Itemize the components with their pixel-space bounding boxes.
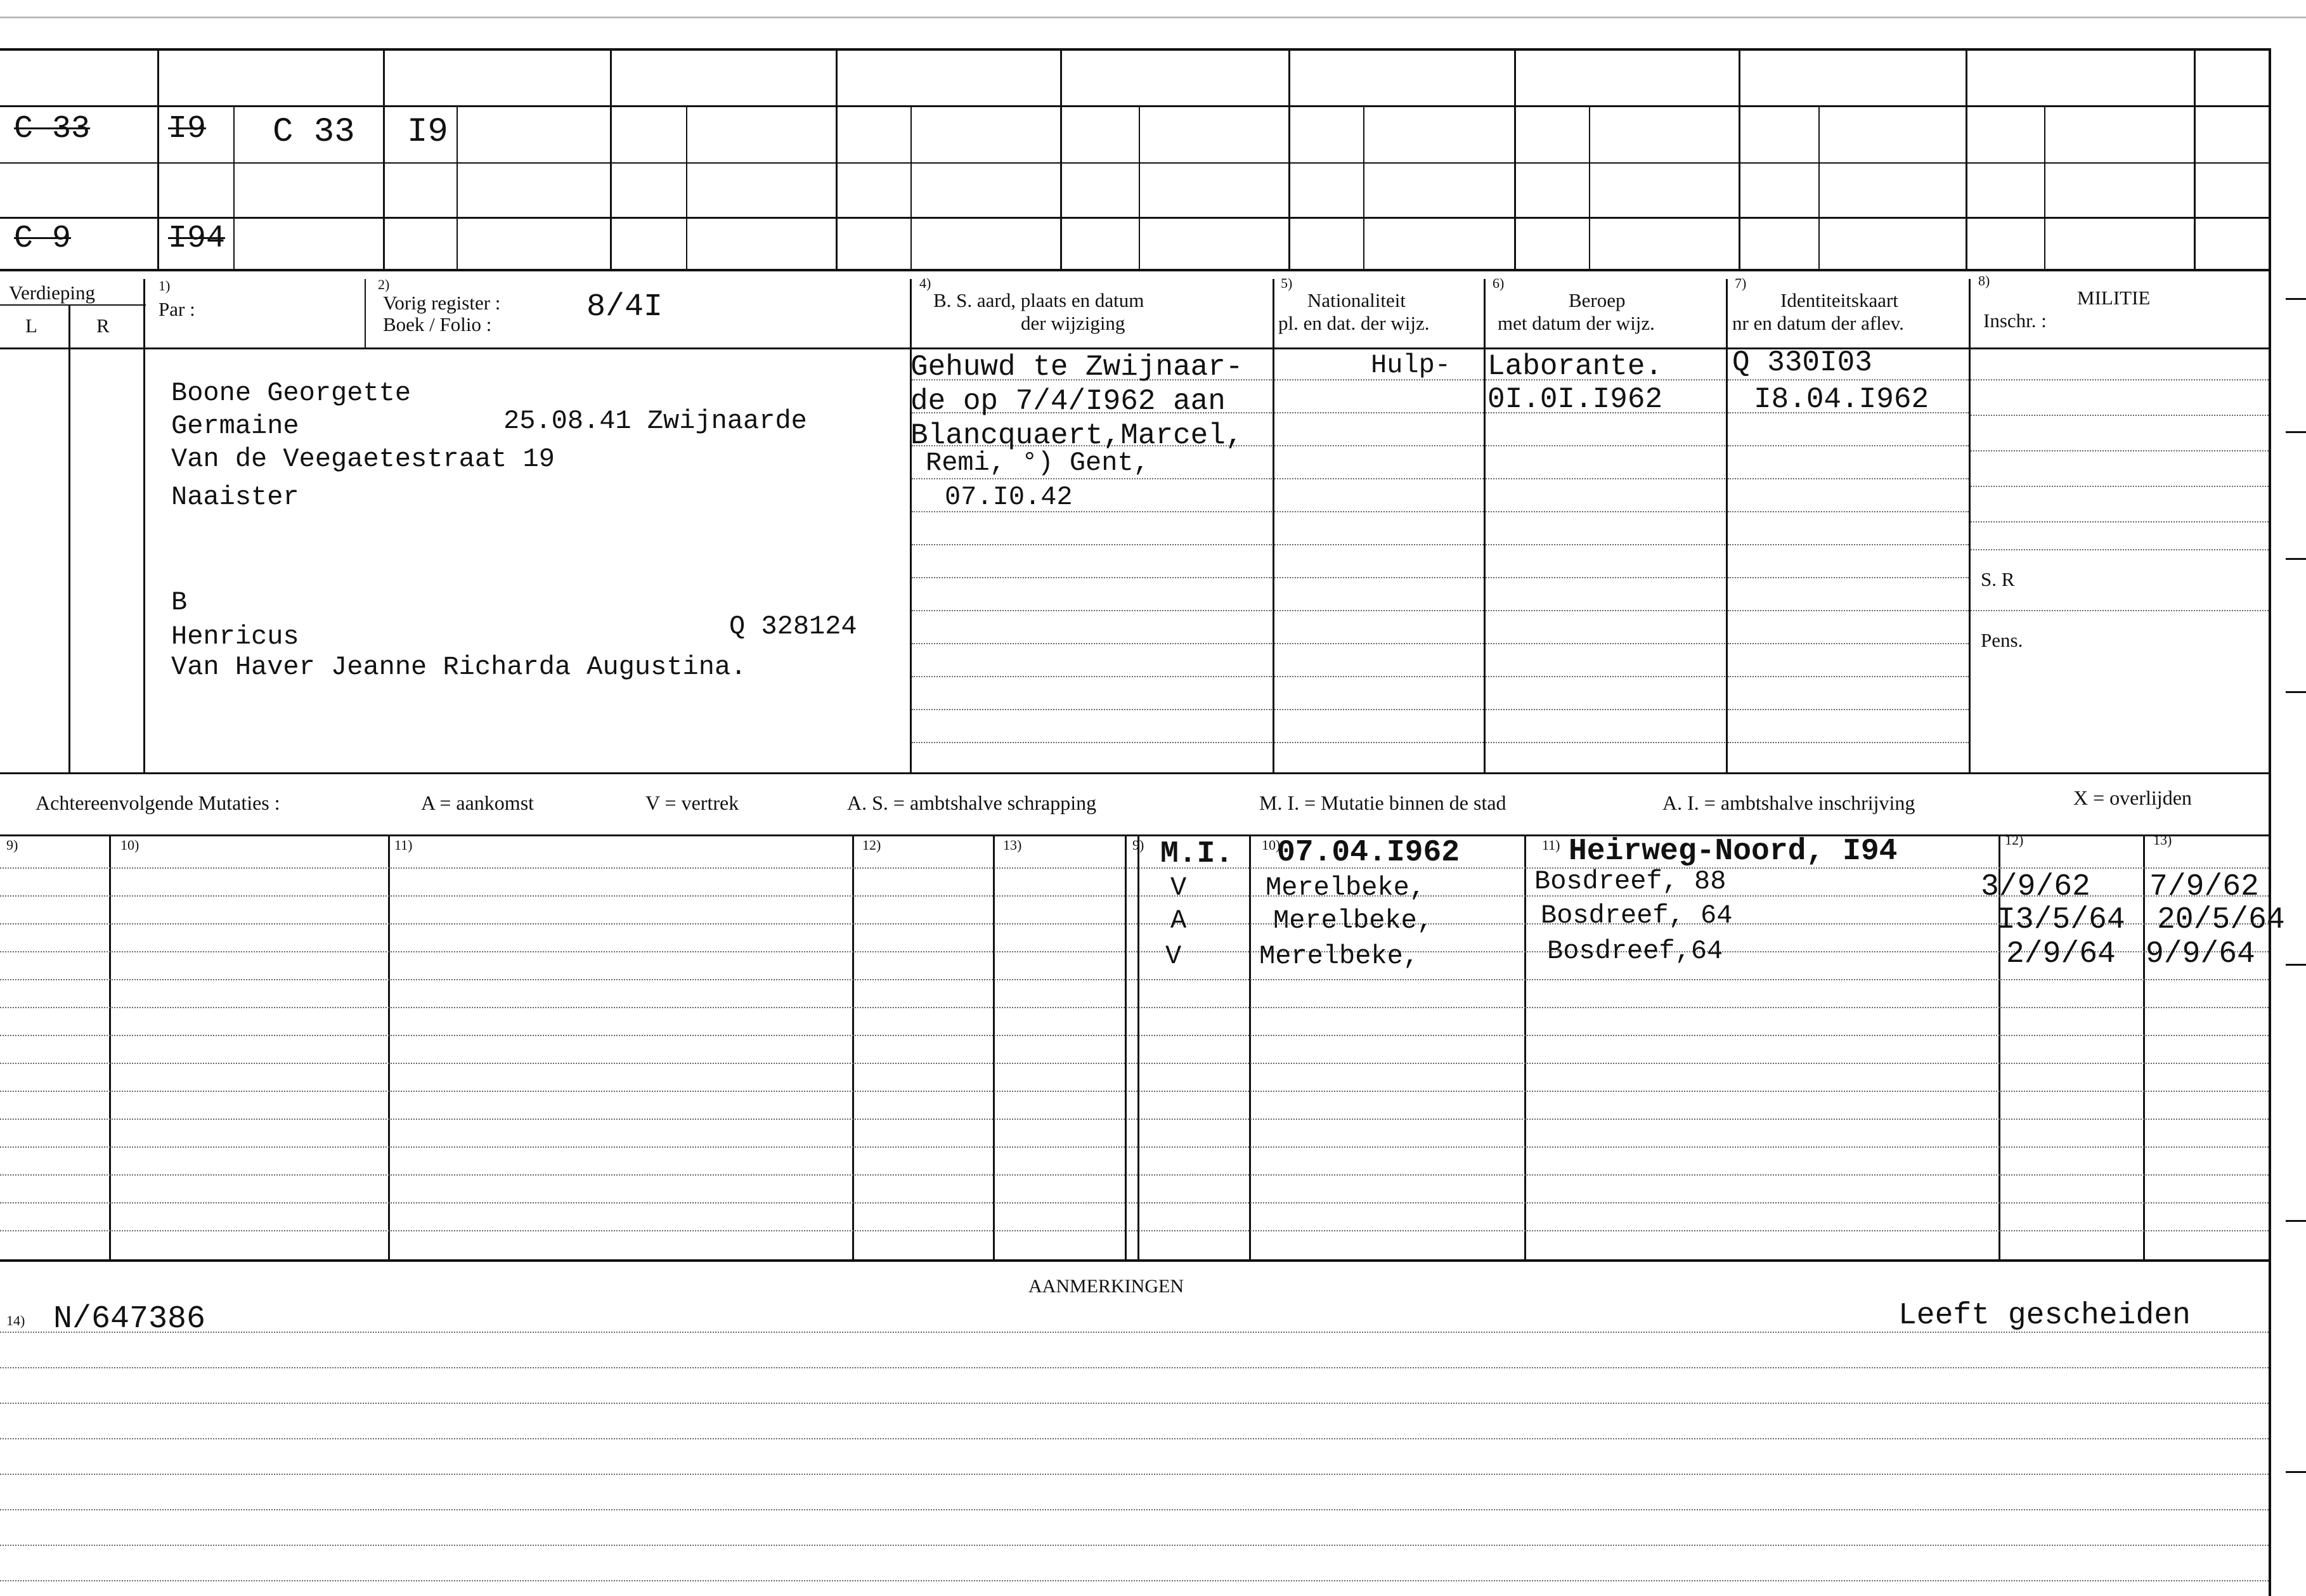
mutation-3-date1: I3/5/64: [1997, 903, 2125, 937]
mut-left-col13: 13): [1003, 837, 1022, 853]
nat-header-line1: Nationaliteit: [1307, 289, 1406, 311]
mutaties-title: Achtereenvolgende Mutaties :: [36, 791, 280, 814]
dotted-rule: [1274, 478, 1484, 479]
mut-right-col9: 9): [1132, 837, 1144, 853]
rule-line: [2194, 51, 2196, 270]
dotted-rule: [1486, 511, 1725, 512]
rule-line: [388, 834, 390, 1259]
rule-line: [1524, 834, 1526, 1259]
occupation: Naaister: [171, 482, 299, 512]
dotted-rule: [0, 1509, 2269, 1510]
legend-mutatie-stad: M. I. = Mutatie binnen de stad: [1259, 791, 1506, 814]
left-label: L: [25, 315, 37, 337]
dotted-rule: [1728, 643, 1969, 644]
rule-line: [610, 51, 612, 270]
dotted-rule: [0, 1202, 2269, 1203]
dotted-rule: [1971, 549, 2269, 550]
rule-line: [1739, 51, 1740, 270]
dotted-rule: [1274, 445, 1484, 446]
number-code: I9: [407, 113, 448, 152]
dotted-rule: [1971, 450, 2269, 451]
id-card-date: I8.04.I962: [1754, 383, 1929, 416]
dotted-rule: [912, 742, 1272, 743]
sr-label: S. R: [1981, 568, 2015, 590]
dotted-rule: [0, 951, 2269, 952]
col2-number: 2): [378, 276, 390, 292]
father-name: Henricus: [171, 621, 299, 652]
dotted-rule: [1486, 478, 1725, 479]
rule-line: [2044, 105, 2045, 270]
militie-header: MILITIE: [2077, 287, 2151, 309]
mut-right-col13: 13): [2153, 832, 2172, 848]
col4-number: 4): [919, 275, 931, 291]
dotted-rule: [0, 1174, 2269, 1176]
mut-right-col11: 11): [1542, 837, 1560, 853]
rule-line: [1288, 51, 1290, 270]
mut-left-col9: 9): [6, 837, 18, 853]
dotted-rule: [1728, 610, 1969, 611]
dotted-rule: [0, 1091, 2269, 1092]
mutation-4-address: Bosdreef,64: [1547, 936, 1723, 966]
bs-header-line2: der wijziging: [1021, 312, 1125, 334]
id-card-number: Q 330I03: [1732, 346, 1872, 379]
dotted-rule: [1728, 478, 1969, 479]
dotted-rule: [1728, 544, 1969, 545]
dotted-rule: [1274, 610, 1484, 611]
nationality-value: Hulp-: [1371, 350, 1451, 380]
mutation-2-date1: 3/9/62: [1981, 870, 2090, 904]
mutation-4-type: V: [1165, 941, 1182, 971]
bs-entry-1: Gehuwd te Zwijnaar-: [910, 351, 1243, 384]
mutation-2-type: V: [1170, 873, 1187, 903]
dotted-rule: [0, 1438, 2269, 1439]
pens-label: Pens.: [1981, 629, 2023, 651]
dotted-rule: [912, 610, 1272, 611]
dotted-rule: [1274, 709, 1484, 710]
dotted-rule: [1971, 521, 2269, 522]
dotted-rule: [1971, 379, 2269, 380]
mutation-3-place: Merelbeke,: [1273, 905, 1434, 936]
id-header-line1: Identiteitskaart: [1780, 289, 1898, 311]
dotted-rule: [912, 544, 1272, 545]
dotted-rule: [1486, 577, 1725, 578]
legend-aankomst: A = aankomst: [421, 791, 534, 814]
dotted-rule: [0, 1580, 2269, 1581]
rule-line: [1060, 51, 1062, 270]
dotted-rule: [0, 979, 2269, 980]
mut-left-col11: 11): [394, 837, 413, 853]
mutation-2-address: Bosdreef, 88: [1534, 866, 1726, 897]
rule-line: [1514, 51, 1516, 270]
dotted-rule: [1274, 412, 1484, 413]
inschr-label: Inschr. :: [1983, 309, 2047, 332]
vorig-register-label: Vorig register :: [383, 292, 501, 314]
dotted-rule: [0, 1545, 2269, 1546]
dotted-rule: [0, 1063, 2269, 1064]
dotted-rule: [1486, 610, 1725, 611]
mutation-1-address: Heirweg-Noord, I94: [1569, 834, 1898, 869]
col7-number: 7): [1735, 275, 1747, 291]
rule-line: [686, 105, 687, 270]
col1-number: 1): [159, 278, 171, 294]
rule-line: [1137, 834, 1139, 1259]
vorig-register-value: 8/4I: [586, 289, 663, 325]
boek-folio-label: Boek / Folio :: [383, 313, 492, 335]
dotted-rule: [0, 1332, 2269, 1333]
dotted-rule: [1971, 486, 2269, 487]
old-letter-code: C 33: [14, 111, 91, 147]
birth-date-place: 25.08.41 Zwijnaarde: [503, 406, 807, 436]
dotted-rule: [1274, 511, 1484, 512]
rule-line: [457, 105, 458, 270]
bs-entry-4: Remi, °) Gent,: [926, 448, 1150, 478]
id-header-line2: nr en datum der aflev.: [1732, 312, 1904, 334]
mutation-3-type: A: [1170, 905, 1187, 936]
par-label: Par :: [159, 298, 195, 320]
rule-line: [1363, 105, 1364, 270]
dotted-rule: [1274, 643, 1484, 644]
dotted-rule: [1274, 742, 1484, 743]
dotted-rule: [1486, 709, 1725, 710]
spouse-initial: B: [171, 587, 188, 618]
rule-line: [836, 51, 838, 270]
legend-overlijden: X = overlijden: [2073, 786, 2192, 809]
dotted-rule: [912, 577, 1272, 578]
dotted-rule: [1971, 415, 2269, 416]
dotted-rule: [912, 676, 1272, 677]
bs-entry-2: de op 7/4/I962 aan: [910, 385, 1226, 418]
dotted-rule: [1274, 544, 1484, 545]
verdieping-label: Verdieping: [9, 282, 96, 304]
dotted-rule: [1486, 742, 1725, 743]
mutation-1-date: 07.04.I962: [1277, 836, 1460, 870]
bs-header-line1: B. S. aard, plaats en datum: [933, 289, 1144, 311]
dotted-rule: [1486, 544, 1725, 545]
old-number-code: I9: [168, 111, 207, 147]
rule-line: [910, 105, 912, 270]
mut-left-col12: 12): [862, 837, 881, 853]
dotted-rule: [1274, 577, 1484, 578]
dotted-rule: [0, 923, 2269, 925]
rule-line: [1125, 834, 1127, 1259]
dotted-rule: [1486, 643, 1725, 644]
mut-left-col10: 10): [120, 837, 139, 853]
dotted-rule: [0, 1035, 2269, 1036]
dotted-rule: [0, 1474, 2269, 1475]
dotted-rule: [1728, 445, 1969, 446]
mutation-2-place: Merelbeke,: [1266, 873, 1426, 903]
legend-ambtshalve-inschrijving: A. I. = ambtshalve inschrijving: [1662, 791, 1915, 814]
dotted-rule: [1486, 676, 1725, 677]
rule-line: [993, 834, 995, 1259]
old-letter-code-2: C 9: [14, 221, 72, 257]
dotted-rule: [1728, 709, 1969, 710]
dotted-rule: [0, 1367, 2269, 1368]
dotted-rule: [0, 1403, 2269, 1404]
dotted-rule: [1728, 379, 1969, 380]
rule-line: [1589, 105, 1590, 270]
rule-line: [157, 51, 159, 270]
rule-line: [383, 51, 385, 270]
rule-line: [1139, 105, 1140, 270]
nat-header-line2: pl. en dat. der wijz.: [1278, 312, 1430, 334]
dotted-rule: [1728, 676, 1969, 677]
rule-line: [233, 105, 235, 270]
dotted-rule: [1971, 610, 2269, 611]
dotted-rule: [0, 1230, 2269, 1231]
dotted-rule: [912, 478, 1272, 479]
mut-right-col12: 12): [2005, 832, 2024, 848]
rule-line: [852, 834, 854, 1259]
bs-entry-5: 07.I0.42: [945, 482, 1073, 512]
bs-entry-3: Blancquaert,Marcel,: [910, 419, 1243, 452]
rule-line: [1966, 51, 1967, 270]
col5-number: 5): [1281, 275, 1293, 291]
profession-date: 0I.0I.I962: [1487, 383, 1663, 416]
person-name-line2: Germaine: [171, 411, 299, 441]
beroep-header-line1: Beroep: [1569, 289, 1626, 311]
col6-number: 6): [1493, 275, 1505, 291]
dotted-rule: [1274, 676, 1484, 677]
street-address: Van de Veegaetestraat 19: [171, 444, 555, 474]
mut-right-col10: 10): [1262, 837, 1281, 853]
mutation-1-type: M.I.: [1160, 837, 1234, 871]
rule-line: [1249, 834, 1251, 1259]
mutation-4-date2: 9/9/64: [2146, 937, 2255, 971]
remark-number: 14): [6, 1313, 25, 1328]
col8-number: 8): [1978, 273, 1990, 289]
dotted-rule: [0, 1146, 2269, 1148]
dotted-rule: [0, 1007, 2269, 1008]
dotted-rule: [1486, 445, 1725, 446]
mutation-3-address: Bosdreef, 64: [1541, 900, 1733, 931]
rule-line: [2143, 834, 2145, 1259]
beroep-header-line2: met datum der wijz.: [1498, 312, 1655, 334]
mutation-3-date2: 20/5/64: [2157, 903, 2285, 937]
dotted-rule: [912, 643, 1272, 644]
remark-reference: N/647386: [53, 1301, 206, 1337]
aanmerkingen-title: AANMERKINGEN: [1028, 1276, 1184, 1297]
dotted-rule: [1728, 511, 1969, 512]
mother-name: Van Haver Jeanne Richarda Augustina.: [171, 652, 747, 682]
dotted-rule: [1728, 742, 1969, 743]
remark-note: Leeft gescheiden: [1898, 1299, 2191, 1333]
id-code: Q 328124: [729, 611, 857, 642]
dotted-rule: [1728, 577, 1969, 578]
person-name-line1: Boone Georgette: [171, 378, 411, 408]
mutation-2-date2: 7/9/62: [2149, 870, 2259, 904]
legend-ambtshalve-schrapping: A. S. = ambtshalve schrapping: [847, 791, 1097, 814]
legend-vertrek: V = vertrek: [645, 791, 739, 814]
dotted-rule: [0, 895, 2269, 897]
mutation-4-place: Merelbeke,: [1259, 941, 1420, 971]
right-label: R: [96, 315, 110, 337]
dotted-rule: [912, 709, 1272, 710]
profession-value: Laborante.: [1487, 350, 1663, 383]
mutation-4-date1: 2/9/64: [2006, 937, 2116, 971]
letter-code: C 33: [273, 113, 355, 152]
rule-line: [1818, 105, 1820, 270]
dotted-rule: [0, 1119, 2269, 1120]
dotted-rule: [0, 867, 2269, 869]
old-number-code-2: I94: [168, 221, 226, 257]
rule-line: [109, 834, 111, 1259]
